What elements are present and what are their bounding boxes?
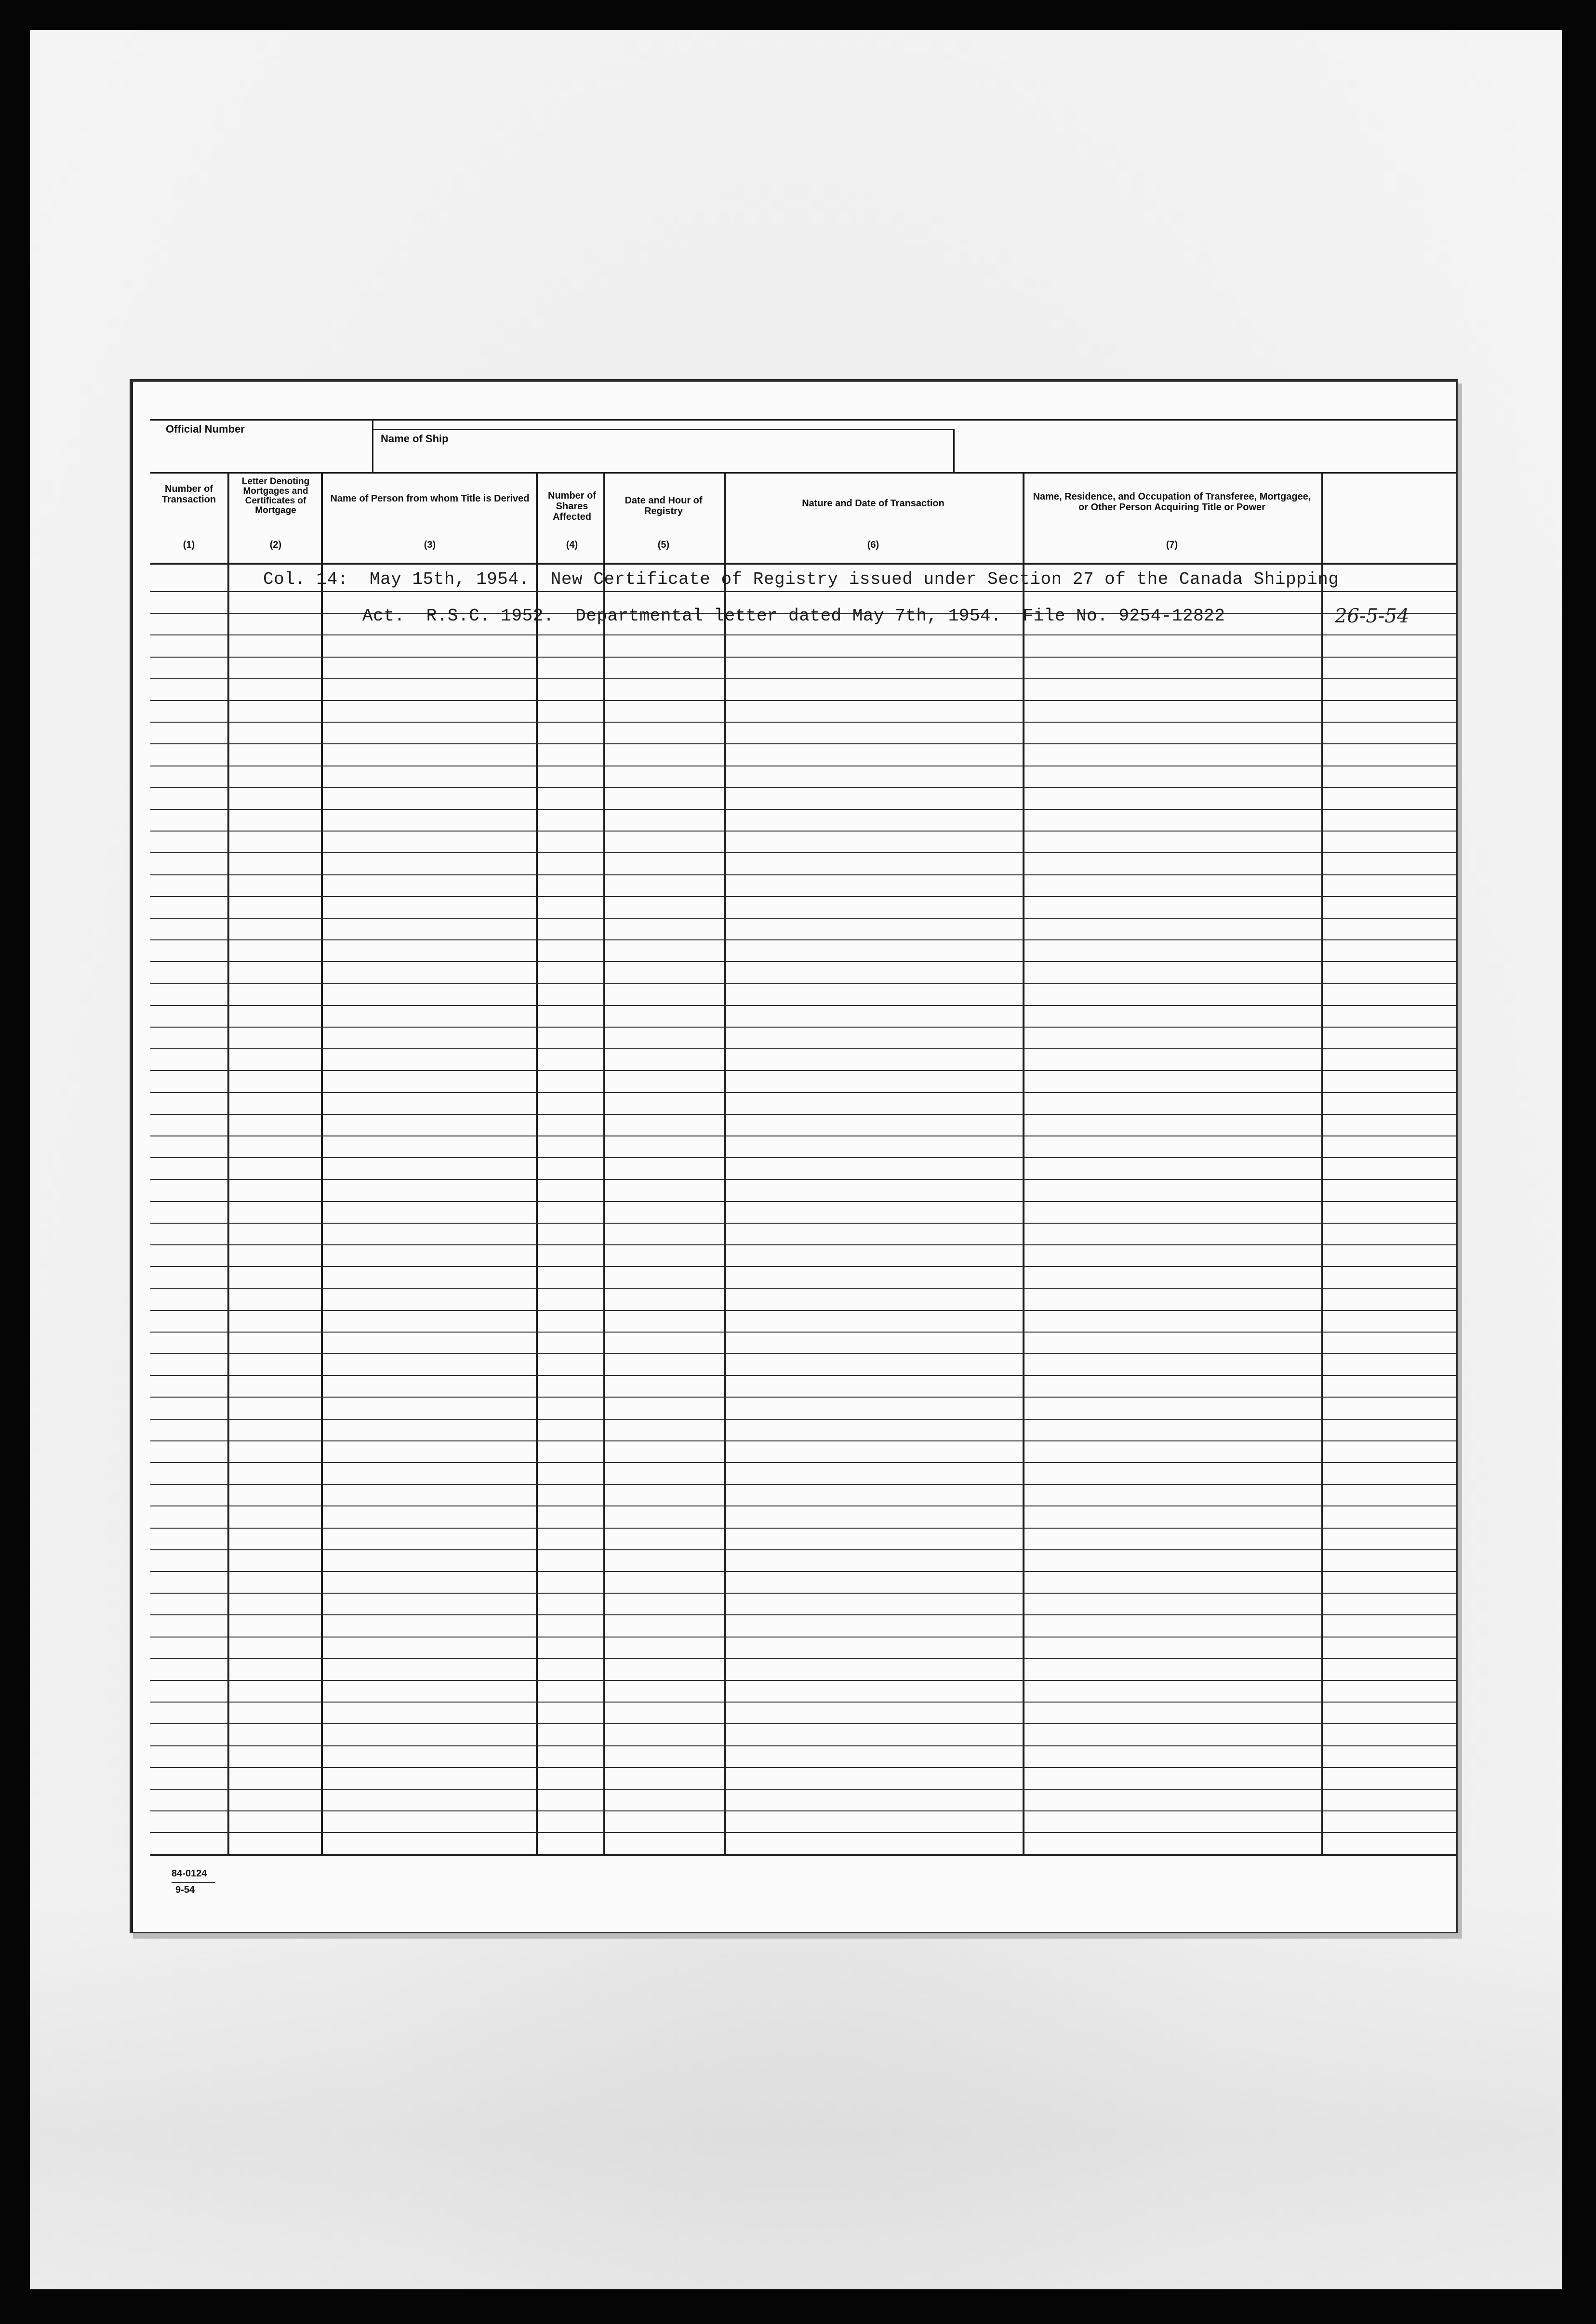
ruled-row-line (150, 809, 1456, 810)
ruled-row-line (150, 852, 1456, 853)
col-divider-6 (1023, 472, 1024, 1855)
bottom-rule (150, 1854, 1456, 1856)
ruled-row-line (150, 1462, 1456, 1463)
ruled-row-line (150, 1397, 1456, 1398)
header-top-rule (150, 472, 1456, 474)
col5-header: Date and Hour of Registry (625, 495, 703, 516)
col-divider-2 (321, 472, 323, 1855)
ruled-row-line (150, 1048, 1456, 1049)
ruled-row-line (150, 1810, 1456, 1811)
ruled-row-line (150, 1549, 1456, 1550)
ruled-row-line (150, 1440, 1456, 1441)
ruled-row-line (150, 634, 1456, 635)
ship-box-top (372, 429, 955, 430)
official-number-label: Official Number (166, 423, 245, 435)
ruled-row-line (150, 722, 1456, 723)
ruled-row-line (150, 983, 1456, 984)
col-divider-1 (227, 472, 229, 1855)
ruled-row-line (150, 1745, 1456, 1746)
ruled-row-line (150, 874, 1456, 875)
ruled-row-line (150, 700, 1456, 701)
col7-number: (7) (1166, 540, 1178, 550)
ruled-row-line (150, 1614, 1456, 1615)
ruled-row-line (150, 1702, 1456, 1703)
ruled-row-line (150, 1353, 1456, 1354)
ruled-row-line (150, 1114, 1456, 1115)
col2-number: (2) (269, 540, 282, 550)
ruled-row-line (150, 1593, 1456, 1594)
ruled-row-line (150, 1375, 1456, 1376)
ship-box-divider (372, 419, 373, 472)
ruled-row-line (150, 1658, 1456, 1659)
ship-registry-form (131, 381, 1456, 1932)
ruled-row-line (150, 1201, 1456, 1202)
ruled-row-line (150, 1528, 1456, 1529)
ruled-row-line (150, 657, 1456, 658)
ruled-row-line (150, 1244, 1456, 1245)
col-divider-3 (536, 472, 538, 1855)
ruled-row-line (150, 591, 1456, 592)
form-date: 9-54 (175, 1885, 195, 1895)
scan-shadow (30, 1903, 1562, 2289)
ruled-row-line (150, 1832, 1456, 1833)
ruled-row-line (150, 1310, 1456, 1311)
ruled-row-line (150, 1266, 1456, 1267)
ruled-row-line (150, 1092, 1456, 1093)
header-bottom-rule (150, 563, 1456, 565)
ruled-row-line (150, 1484, 1456, 1485)
ruled-row-line (150, 939, 1456, 940)
ruled-row-line (150, 1571, 1456, 1572)
ship-name-label: Name of Ship (381, 433, 449, 445)
form-code-rule (172, 1882, 215, 1883)
ruled-row-line (150, 1723, 1456, 1724)
ruled-row-line (150, 1419, 1456, 1420)
col-divider-5 (724, 472, 726, 1855)
entry-line-2: Act. R.S.C. 1952. Departmental letter dated May 7th, 1954. File No. 9254-12822 (362, 606, 1225, 626)
ruled-row-line (150, 678, 1456, 679)
ruled-row-line (150, 1179, 1456, 1180)
ruled-row-line (150, 961, 1456, 962)
ruled-row-line (150, 1767, 1456, 1768)
ruled-row-line (150, 1223, 1456, 1224)
ruled-row-line (150, 918, 1456, 919)
form-code: 84-0124 (172, 1868, 207, 1879)
ruled-row-line (150, 1070, 1456, 1071)
col3-header: Name of Person from whom Title is Derived (330, 493, 530, 504)
col5-number: (5) (657, 540, 670, 550)
col1-number: (1) (183, 540, 195, 550)
ship-box-right (953, 429, 955, 472)
ruled-row-line (150, 743, 1456, 744)
col-divider-7 (1321, 472, 1323, 1855)
ruled-row-line (150, 831, 1456, 832)
ruled-row-line (150, 1027, 1456, 1028)
col6-header: Nature and Date of Transaction (802, 498, 944, 509)
top-rule (150, 419, 1456, 421)
ruled-row-line (150, 1680, 1456, 1681)
col4-number: (4) (566, 540, 578, 550)
col7-header: Name, Residence, and Occupation of Transferee, Mortgagee, or Other Person Acquiring Title or Power (1033, 491, 1311, 513)
ruled-row-line (150, 896, 1456, 897)
handwritten-date: 26-5-54 (1335, 605, 1410, 627)
ruled-row-line (150, 1789, 1456, 1790)
col2-header: Letter Denoting Mortgages and Certificates of Mortgage (241, 476, 310, 515)
ruled-row-line (150, 1332, 1456, 1333)
col-divider-4 (603, 472, 605, 1855)
col4-header: Number of Shares Affected (548, 490, 596, 522)
ruled-row-line (150, 787, 1456, 788)
ruled-row-line (150, 1505, 1456, 1506)
col6-number: (6) (867, 540, 879, 550)
col1-header: Number of Transaction (161, 484, 216, 505)
ruled-row-line (150, 1157, 1456, 1158)
ruled-row-line (150, 1288, 1456, 1289)
col3-number: (3) (424, 540, 436, 550)
ruled-row-line (150, 1005, 1456, 1006)
entry-line-1: Col. 14: May 15th, 1954. New Certificate of Registry issued under Section 27 of the Canada Shipping (263, 569, 1339, 589)
